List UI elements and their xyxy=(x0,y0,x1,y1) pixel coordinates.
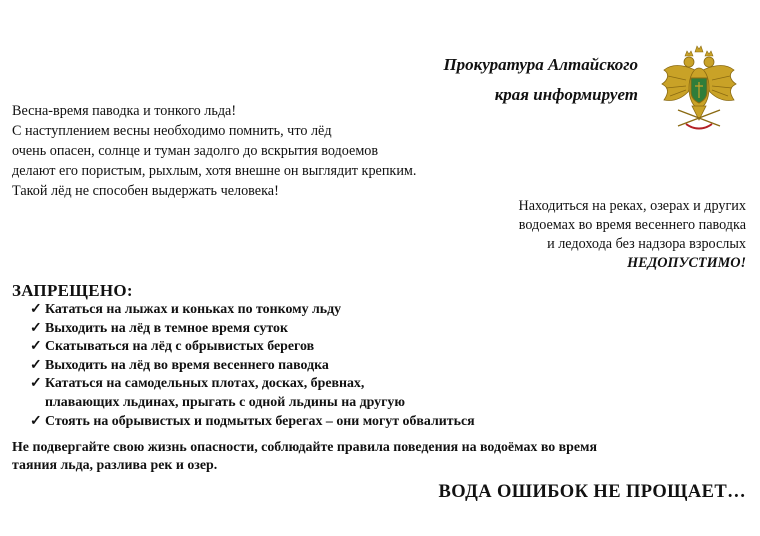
list-item-text: Выходить на лёд в темное время суток xyxy=(45,320,288,336)
list-item-text: Кататься на самодельных плотах, досках, бревнах, xyxy=(45,376,365,392)
list-item-text: плавающих льдинах, прыгать с одной льдины на другую xyxy=(45,394,405,410)
list-item-text: Кататься на лыжах и коньках по тонкому льду xyxy=(45,302,342,317)
advice-line-2: таяния льда, разлива рек и озер. xyxy=(12,458,218,473)
intro-line: очень опасен, солнце и туман задолго до вскрытия водоемов xyxy=(12,143,379,159)
warning-text xyxy=(518,197,746,273)
forbidden-title: ЗАПРЕЩЕНО: xyxy=(12,281,133,300)
intro-line: делают его пористым, рыхлым, хотя внешне он выглядит крепким. xyxy=(12,163,417,179)
warning-emphasis: НЕДОПУСТИМО! xyxy=(627,255,746,271)
warning-line: Находиться на реках, озерах и других xyxy=(518,198,746,214)
checkmark-icon: ✓ xyxy=(30,320,42,336)
slogan: ВОДА ОШИБОК НЕ ПРОЩАЕТ… xyxy=(438,482,746,502)
list-item xyxy=(30,320,475,339)
intro-line: Такой лёд не способен выдержать человека! xyxy=(12,183,279,199)
list-item xyxy=(30,338,475,357)
checkmark-icon: ✓ xyxy=(30,357,42,373)
checkmark-icon: ✓ xyxy=(30,302,42,317)
intro-text xyxy=(12,101,416,201)
list-item-text: Скатываться на лёд с обрывистых берегов xyxy=(45,339,315,355)
intro-line: Весна-время паводка и тонкого льда! xyxy=(12,103,237,119)
list-item xyxy=(30,301,475,320)
double-headed-eagle-emblem-icon xyxy=(658,44,740,134)
checkmark-icon: ✓ xyxy=(30,376,42,392)
list-item xyxy=(30,357,475,376)
header-line-2: края информирует xyxy=(494,85,638,104)
list-item xyxy=(30,413,475,432)
warning-line: водоемах во время весеннего паводка xyxy=(518,217,746,233)
header-line-1: Прокуратура Алтайского xyxy=(443,55,638,74)
list-item-text: Выходить на лёд во время весеннего паводка xyxy=(45,357,329,373)
checkmark-icon: ✓ xyxy=(30,413,42,429)
warning-line: и ледохода без надзора взрослых xyxy=(547,236,746,252)
header xyxy=(443,50,638,110)
forbidden-list xyxy=(30,301,475,431)
advice-text xyxy=(12,439,752,475)
intro-line: С наступлением весны необходимо помнить, что лёд xyxy=(12,123,332,139)
list-item-continuation xyxy=(30,394,475,413)
list-item-text: Стоять на обрывистых и подмытых берегах – они могут обвалиться xyxy=(45,413,475,429)
list-item xyxy=(30,375,475,394)
advice-line-1: Не подвергайте свою жизнь опасности, соблюдайте правила поведения на водоёмах во время xyxy=(12,440,598,455)
checkmark-icon: ✓ xyxy=(30,339,42,355)
